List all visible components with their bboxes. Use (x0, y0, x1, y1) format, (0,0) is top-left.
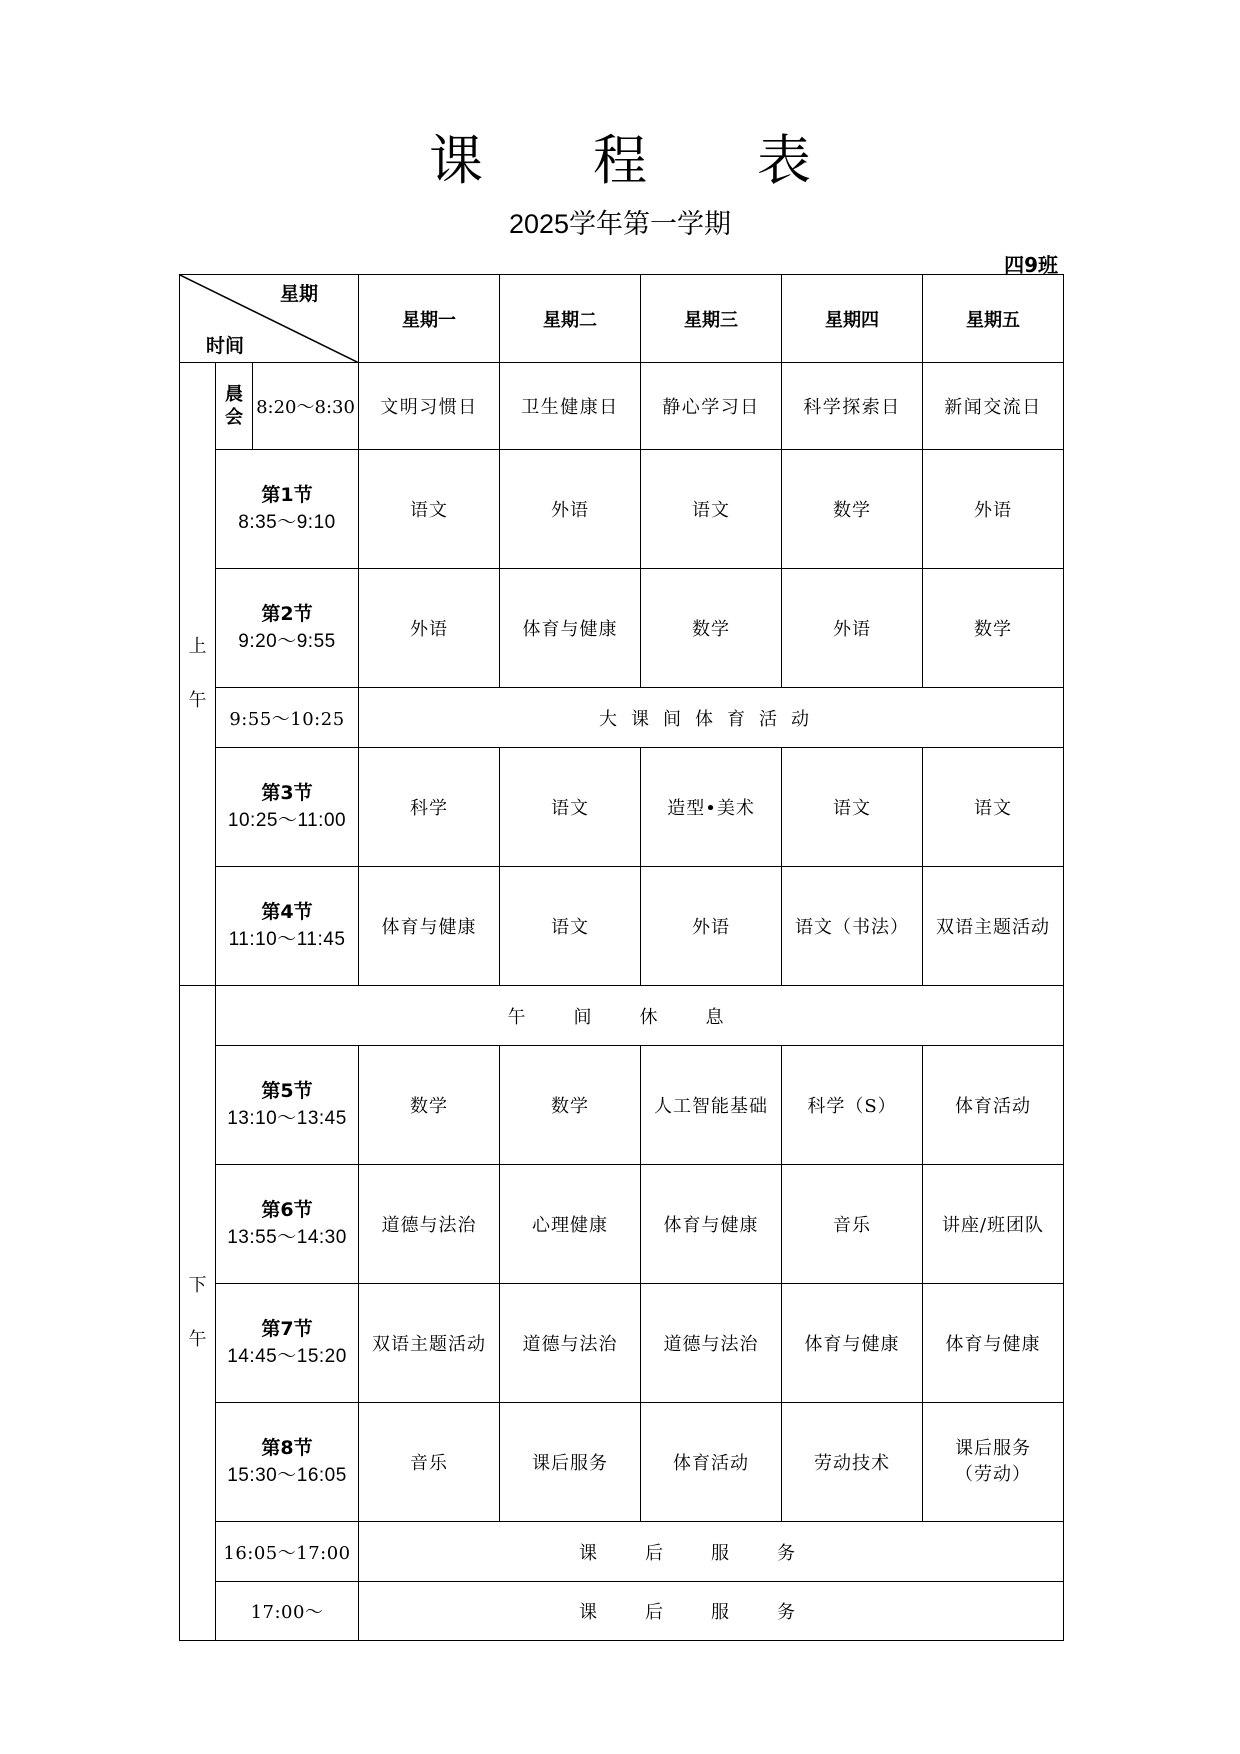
morning-meeting-wed: 静心学习日 (641, 363, 782, 450)
course-cell: 数学 (641, 569, 782, 688)
period-time: 10:25～11:00 (227, 810, 347, 831)
course-cell: 体育与健康 (641, 1165, 782, 1284)
course-cell: 外语 (641, 867, 782, 986)
course-cell: 人工智能基础 (641, 1046, 782, 1165)
header-day-label: 星期 (280, 283, 319, 305)
after-school-row-2 (180, 1582, 1064, 1641)
lunch-break-row (180, 986, 1064, 1046)
big-break-time: 9:55～10:25 (216, 688, 359, 748)
morning-meeting-mon: 文明习惯日 (359, 363, 500, 450)
course-cell: 语文 (359, 450, 500, 569)
course-cell: 语文 (782, 748, 923, 867)
period-time: 8:35～9:10 (238, 512, 336, 533)
period-name: 第7节 (261, 1318, 313, 1340)
period-row-3 (180, 748, 1064, 867)
period-row-5 (180, 1046, 1064, 1165)
course-cell: 语文 (923, 748, 1064, 867)
course-cell: 语文（书法） (782, 867, 923, 986)
afternoon-char-2: 午 (188, 1329, 207, 1350)
morning-char-2: 午 (188, 690, 207, 711)
period-label-4 (216, 867, 359, 986)
afternoon-section-label (180, 986, 216, 1641)
period-time: 15:30～16:05 (227, 1465, 347, 1486)
after-school-time-1: 16:05～17:00 (216, 1522, 359, 1582)
period-row-8 (180, 1403, 1064, 1522)
after-school-label-2: 课后服务 (579, 1602, 844, 1623)
period-row-1 (180, 450, 1064, 569)
course-cell: 数学 (782, 450, 923, 569)
period-time: 13:55～14:30 (227, 1227, 347, 1248)
day-header-mon: 星期一 (359, 275, 500, 363)
page-title (0, 118, 1240, 195)
course-cell: 道德与法治 (641, 1284, 782, 1403)
period-label-5 (216, 1046, 359, 1165)
morning-meeting-label (216, 363, 253, 450)
course-cell: 数学 (500, 1046, 641, 1165)
course-cell: 语文 (500, 867, 641, 986)
title-char-3: 表 (757, 129, 811, 192)
course-cell: 劳动技术 (782, 1403, 923, 1522)
course-cell: 体育活动 (923, 1046, 1064, 1165)
period-label-8 (216, 1403, 359, 1522)
period-time: 13:10～13:45 (227, 1108, 347, 1129)
day-header-thu: 星期四 (782, 275, 923, 363)
header-row (180, 275, 1064, 363)
schedule-table (179, 274, 1064, 1641)
lunch-break-label: 午间休息 (507, 1006, 772, 1028)
lunch-break-cell (216, 986, 1064, 1046)
big-break-cell (359, 688, 1064, 748)
period-name: 第6节 (261, 1199, 313, 1221)
course-cell: 外语 (359, 569, 500, 688)
course-cell: 体育活动 (641, 1403, 782, 1522)
period-label-3 (216, 748, 359, 867)
course-cell: 心理健康 (500, 1165, 641, 1284)
course-cell: 数学 (359, 1046, 500, 1165)
title-char-1: 课 (429, 129, 483, 192)
course-cell: 外语 (782, 569, 923, 688)
morning-meeting-tue: 卫生健康日 (500, 363, 641, 450)
period-name: 第4节 (261, 901, 313, 923)
period-name: 第1节 (261, 484, 313, 506)
morning-meeting-thu: 科学探索日 (782, 363, 923, 450)
course-cell: 音乐 (359, 1403, 500, 1522)
morning-meeting-row (180, 363, 1064, 450)
course-cell (923, 1403, 1064, 1522)
course-cell: 讲座/班团队 (923, 1165, 1064, 1284)
big-break-label: 大课间体育活动 (599, 708, 824, 730)
course-cell: 课后服务 (500, 1403, 641, 1522)
morning-meeting-char-1: 晨 (225, 384, 243, 405)
course-cell: 外语 (923, 450, 1064, 569)
period-label-6 (216, 1165, 359, 1284)
after-school-row-1 (180, 1522, 1064, 1582)
period-label-1 (216, 450, 359, 569)
course-cell: 数学 (923, 569, 1064, 688)
period-name: 第5节 (261, 1080, 313, 1102)
course-cell: 外语 (500, 450, 641, 569)
course-cell: 道德与法治 (500, 1284, 641, 1403)
period-time: 11:10～11:45 (228, 929, 346, 950)
course-cell: 体育与健康 (923, 1284, 1064, 1403)
course-cell: 音乐 (782, 1165, 923, 1284)
period-label-7 (216, 1284, 359, 1403)
course-cell: 体育与健康 (359, 867, 500, 986)
after-school-cell-2 (359, 1582, 1064, 1641)
period-name: 第3节 (261, 782, 313, 804)
morning-section-label (180, 363, 216, 986)
course-cell-text: 课后服务（劳动） (955, 1438, 1032, 1485)
morning-meeting-char-2: 会 (225, 407, 243, 428)
period-row-4 (180, 867, 1064, 986)
period-name: 第2节 (261, 603, 313, 625)
course-cell: 科学（S） (782, 1046, 923, 1165)
class-name: 四9班 (1004, 253, 1058, 277)
morning-char-1: 上 (188, 636, 207, 657)
period-row-7 (180, 1284, 1064, 1403)
afternoon-char-1: 下 (188, 1275, 207, 1296)
period-time: 14:45～15:20 (227, 1346, 347, 1367)
morning-meeting-time: 8:20～8:30 (253, 363, 359, 450)
after-school-cell-1 (359, 1522, 1064, 1582)
period-row-6 (180, 1165, 1064, 1284)
course-cell: 双语主题活动 (923, 867, 1064, 986)
morning-meeting-fri: 新闻交流日 (923, 363, 1064, 450)
course-cell: 语文 (500, 748, 641, 867)
period-row-2 (180, 569, 1064, 688)
title-char-2: 程 (593, 129, 647, 192)
day-header-fri: 星期五 (923, 275, 1064, 363)
header-corner-cell (180, 275, 359, 363)
period-label-2 (216, 569, 359, 688)
course-cell: 科学 (359, 748, 500, 867)
after-school-label-1: 课后服务 (579, 1542, 844, 1564)
course-cell: 体育与健康 (500, 569, 641, 688)
day-header-wed: 星期三 (641, 275, 782, 363)
header-time-label: 时间 (206, 335, 245, 357)
course-cell: 双语主题活动 (359, 1284, 500, 1403)
course-cell: 造型•美术 (641, 748, 782, 867)
course-cell: 语文 (641, 450, 782, 569)
period-name: 第8节 (261, 1437, 313, 1459)
day-header-tue: 星期二 (500, 275, 641, 363)
semester-subtitle: 2025学年第一学期 (508, 209, 732, 239)
big-break-row (180, 688, 1064, 748)
after-school-time-2: 17:00～ (216, 1582, 359, 1641)
course-cell: 道德与法治 (359, 1165, 500, 1284)
period-time: 9:20～9:55 (238, 631, 336, 652)
course-cell: 体育与健康 (782, 1284, 923, 1403)
